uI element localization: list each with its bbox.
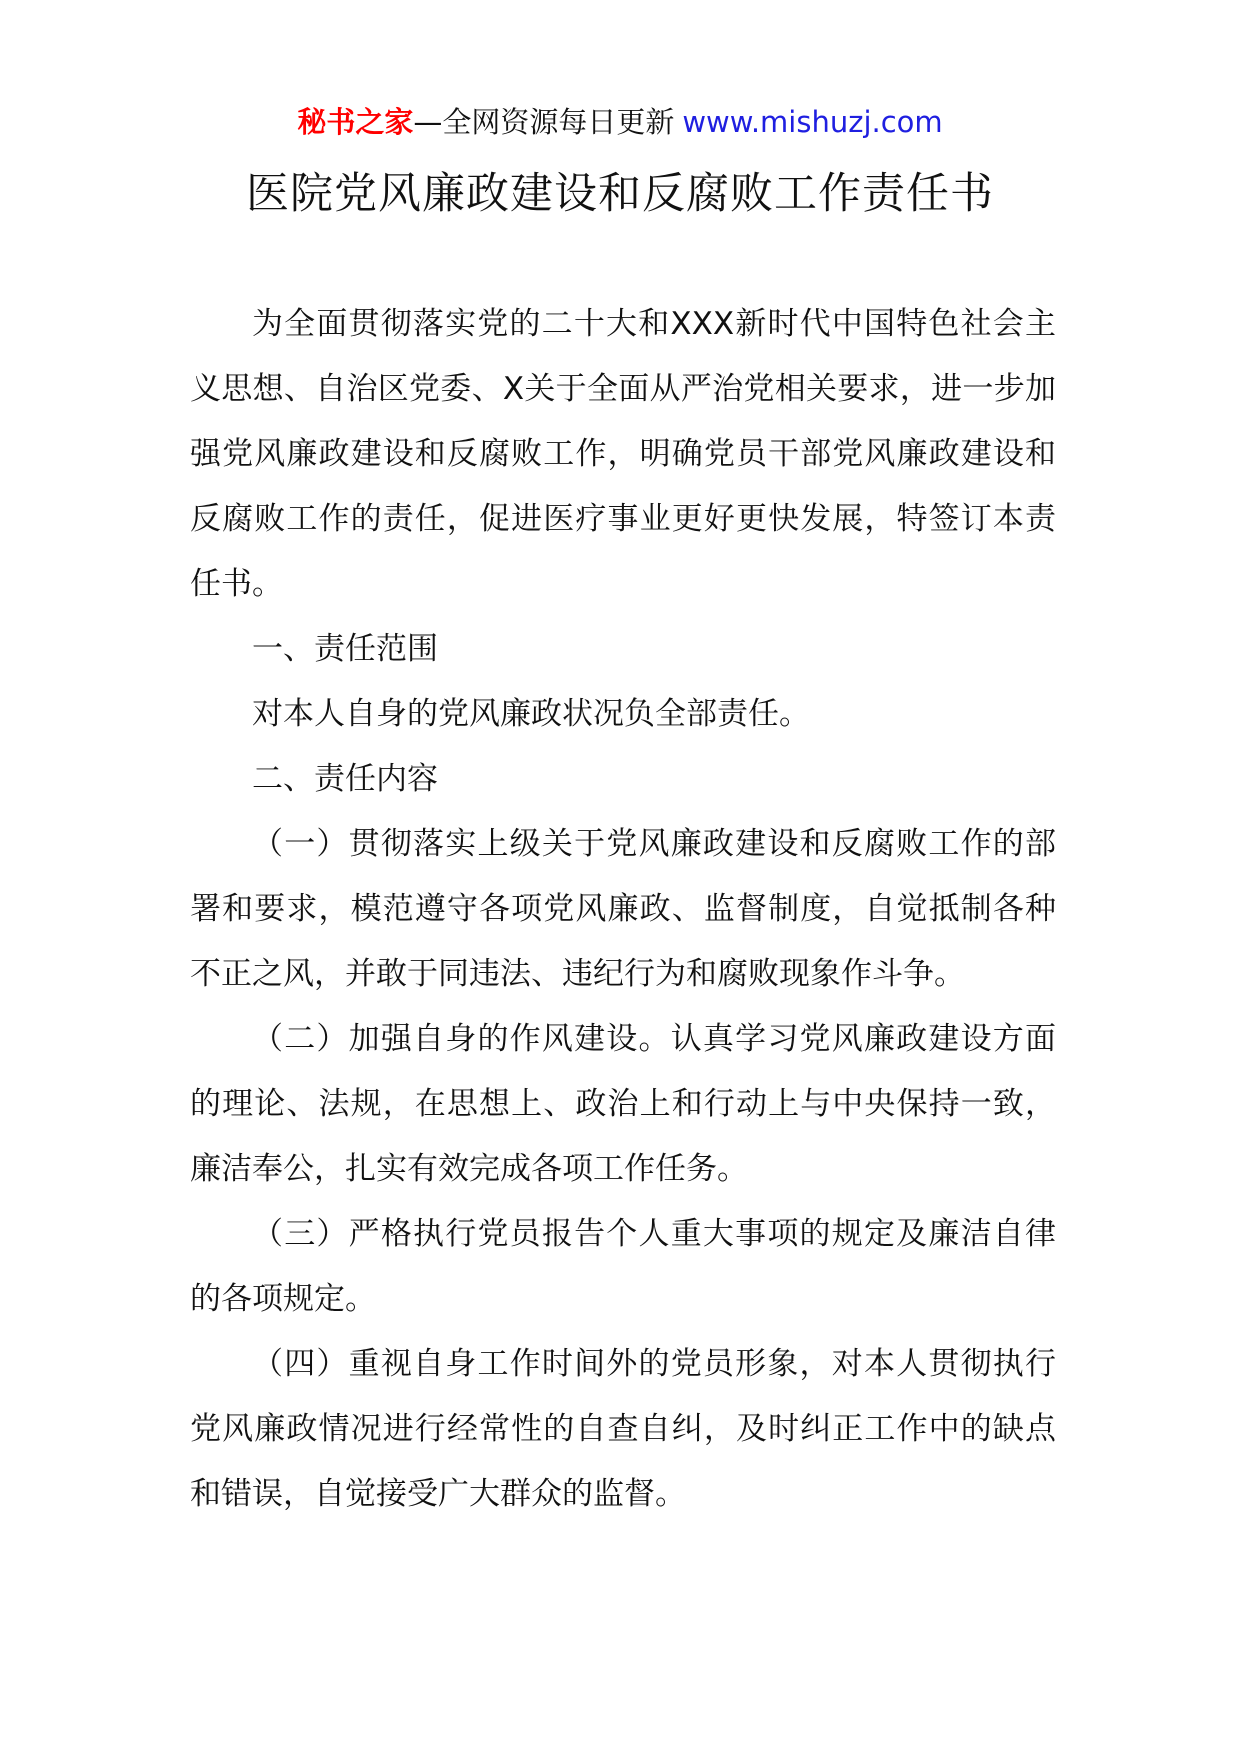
document-body <box>190 292 1056 1527</box>
document-title: 医院党风廉政建设和反腐败工作责任书 <box>246 169 994 219</box>
content-item-2: （二）加强自身的作风建设。认真学习党风廉政建设方面的理论、法规，在思想上、政治上和行动上与中央保持一致，廉洁奉公，扎实有效完成各项工作任务。 <box>190 1021 1056 1187</box>
site-url: www.mishuzj.com <box>682 105 943 139</box>
brand-name: 秘书之家 <box>297 105 414 139</box>
scope-paragraph: 对本人自身的党风廉政状况负全部责任。 <box>252 696 810 732</box>
section-heading-scope: 一、责任范围 <box>252 631 438 667</box>
site-header <box>0 100 1240 144</box>
content-item-1: （一）贯彻落实上级关于党风廉政建设和反腐败工作的部署和要求，模范遵守各项党风廉政、监督制度，自觉抵制各种不正之风，并敢于同违法、违纪行为和腐败现象作斗争。 <box>190 826 1056 992</box>
header-slogan: —全网资源每日更新 <box>413 105 675 139</box>
content-item-3: （三）严格执行党员报告个人重大事项的规定及廉洁自律的各项规定。 <box>190 1216 1056 1317</box>
section-heading-content: 二、责任内容 <box>252 761 438 797</box>
intro-paragraph: 为全面贯彻落实党的二十大和XXX新时代中国特色社会主义思想、自治区党委、X关于全面从严治党相关要求，进一步加强党风廉政建设和反腐败工作，明确党员干部党风廉政建设和反腐败工作的责任，促进医疗事业更好更快发展，特签订本责任书。 <box>190 306 1056 602</box>
content-item-4: （四）重视自身工作时间外的党员形象，对本人贯彻执行党风廉政情况进行经常性的自查自纠，及时纠正工作中的缺点和错误，自觉接受广大群众的监督。 <box>190 1346 1056 1512</box>
